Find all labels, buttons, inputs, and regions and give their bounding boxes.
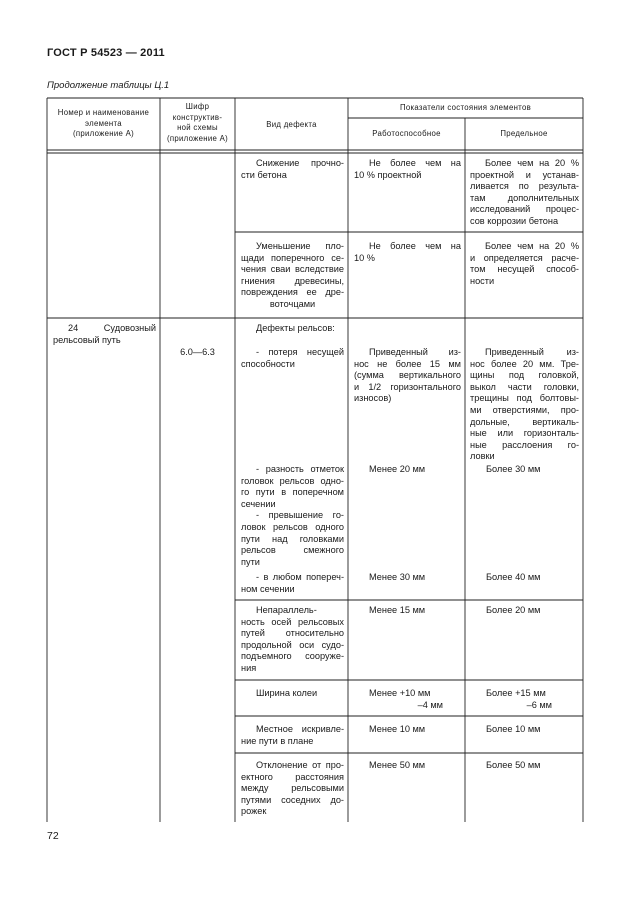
cell-line: продольной оси судо- [241,639,344,650]
cell-line: трещины под болтовы- [470,393,579,404]
cell-line: –4 мм [417,699,443,710]
row3-defect-title: Дефекты рельсов: [256,323,335,333]
cell-line: ность осей рельсовых [241,616,344,627]
cell-line: 10 % [354,252,375,263]
row3a-limit [470,347,579,463]
row3b-defect [241,464,344,568]
cell-line: путей относительно [241,628,344,639]
header-line: (приложение А) [166,133,229,143]
row2-workable [354,241,461,264]
col-header-number-name [47,108,160,140]
cell-line: способности [241,358,295,369]
cell-line: пути над головками [241,533,344,544]
table-caption: Продолжение таблицы Ц.1 [47,80,170,91]
cell-line: ном сечении [241,583,295,594]
cell-line: щади поперечного се- [241,252,344,263]
cell-line: путями соседних до- [241,794,344,805]
cell-line: щины под головкой, [470,370,579,381]
col-header-workable: Работоспособное [372,129,441,138]
cell-line: головок рельсов одно- [241,475,344,486]
cell-line: –6 мм [526,699,552,710]
cell-line: ния [241,662,257,673]
cell-line: гниения древесины, [241,275,344,286]
cell-line: там дополнительных [470,192,579,203]
row3b-workable: Менее 20 мм [369,464,426,474]
cell-line: Приведенный из- [369,347,461,357]
cell-line: ности [470,275,495,286]
cell-line: и 1/2 горизонтального [354,381,461,392]
cell-line: ные расслоения го- [470,439,579,450]
row5-limit [486,688,552,711]
cell-line: проектной и устанав- [470,169,579,180]
cell-line: пути [241,556,260,567]
cell-line: между рельсовыми [241,783,344,794]
cell-line: сти бетона [241,169,287,180]
row7-defect [241,760,344,818]
cell-line: - в любом попереч- [256,572,344,582]
row2-defect [241,241,344,311]
cell-line: Снижение прочно- [256,158,344,168]
row5-workable [369,688,443,711]
row4-workable: Менее 15 мм [369,605,426,615]
col-header-defect: Вид дефекта [266,120,317,129]
cell-line: ми отверстиями, про- [470,404,579,415]
cell-line: нос более 20 мм. Тре- [470,358,579,369]
cell-line: Местное искривле- [256,724,344,734]
cell-line: износов) [354,393,392,404]
cell-line: рельсов смежного [241,545,344,556]
cell-line: Более чем на 20 % [485,241,579,251]
page-number: 72 [47,830,59,842]
cell-line: рельсовый путь [53,334,121,345]
row3c-workable: Менее 30 мм [369,572,426,582]
header-line: Шифр [185,102,210,111]
cell-line: выкол части головки, [470,381,579,392]
cell-line: - потеря несущей [256,347,344,357]
header-line: конструктив- [172,112,223,122]
cell-line: чения сваи вследствие [241,264,344,275]
cell-line: подъемного сооруже- [241,651,344,662]
cell-line: Менее +10 мм [369,688,431,698]
row3-code: 6.0—6.3 [180,347,215,357]
cell-line: - превышение го- [256,510,344,521]
row1-defect [241,158,344,181]
cell-line: Не более чем на [369,158,461,168]
row3a-workable [354,347,461,405]
cell-line: повреждения ее дре- [241,287,344,298]
col-header-indicators: Показатели состояния элементов [399,103,532,112]
cell-line: ектного расстояния [241,771,344,782]
header-line: ной схемы [177,123,218,132]
row3c-limit: Более 40 мм [486,572,541,582]
row1-limit [470,158,579,228]
cell-line: ловок рельсов одного [241,521,344,532]
row3-element [53,323,156,346]
cell-line: Уменьшение пло- [256,241,344,251]
row3a-defect [241,347,344,370]
col-header-code [160,102,235,144]
cell-line: нос не более 15 мм [354,358,461,369]
cell-line: - разность отметок [256,464,344,474]
row6-workable: Менее 10 мм [369,724,426,734]
header-line: Номер и наименование [57,108,150,117]
cell-line: сов коррозии бетона [470,215,559,226]
row7-limit: Более 50 мм [486,760,541,770]
cell-line: воточцами [269,298,316,309]
cell-line: Отклонение от про- [256,760,344,770]
cell-line: дольные, вертикаль- [470,416,579,427]
cell-line: ные или горизонталь- [470,428,579,439]
row2-limit [470,241,579,287]
cell-line: Более чем на 20 % [485,158,579,168]
cell-line: сечении [241,498,276,509]
cell-line: рожек [241,806,267,817]
cell-line: Непараллель- [256,605,317,615]
col-header-limit: Предельное [500,129,548,138]
cell-line: и определяется расче- [470,252,579,263]
cell-line: исследований процес- [470,204,579,215]
row6-limit: Более 10 мм [486,724,541,734]
cell-line: го пути в поперечном [241,487,344,498]
row4-defect [241,605,344,675]
row7-workable: Менее 50 мм [369,760,426,770]
cell-line: 10 % проектной [354,169,422,180]
header-line: элемента [85,118,122,128]
cell-line: ловки [470,451,495,462]
cell-line: ние пути в плане [241,735,314,746]
cell-line: 24 Судовозный [68,323,156,333]
row1-workable [354,158,461,181]
document-header: ГОСТ Р 54523 — 2011 [47,47,165,59]
row3b-limit: Более 30 мм [486,464,541,474]
cell-line: (сумма вертикального [354,370,461,381]
cell-line: Более +15 мм [486,688,546,698]
cell-line: том несущей способ- [470,264,579,275]
row5-defect: Ширина колеи [256,688,318,698]
cell-line: Приведенный из- [485,347,579,357]
row3c-defect [241,572,344,595]
row6-defect [241,724,344,747]
header-line: (приложение А) [72,129,135,138]
row4-limit: Более 20 мм [486,605,541,615]
cell-line: ливается по результа- [470,181,579,192]
cell-line: Не более чем на [369,241,461,251]
